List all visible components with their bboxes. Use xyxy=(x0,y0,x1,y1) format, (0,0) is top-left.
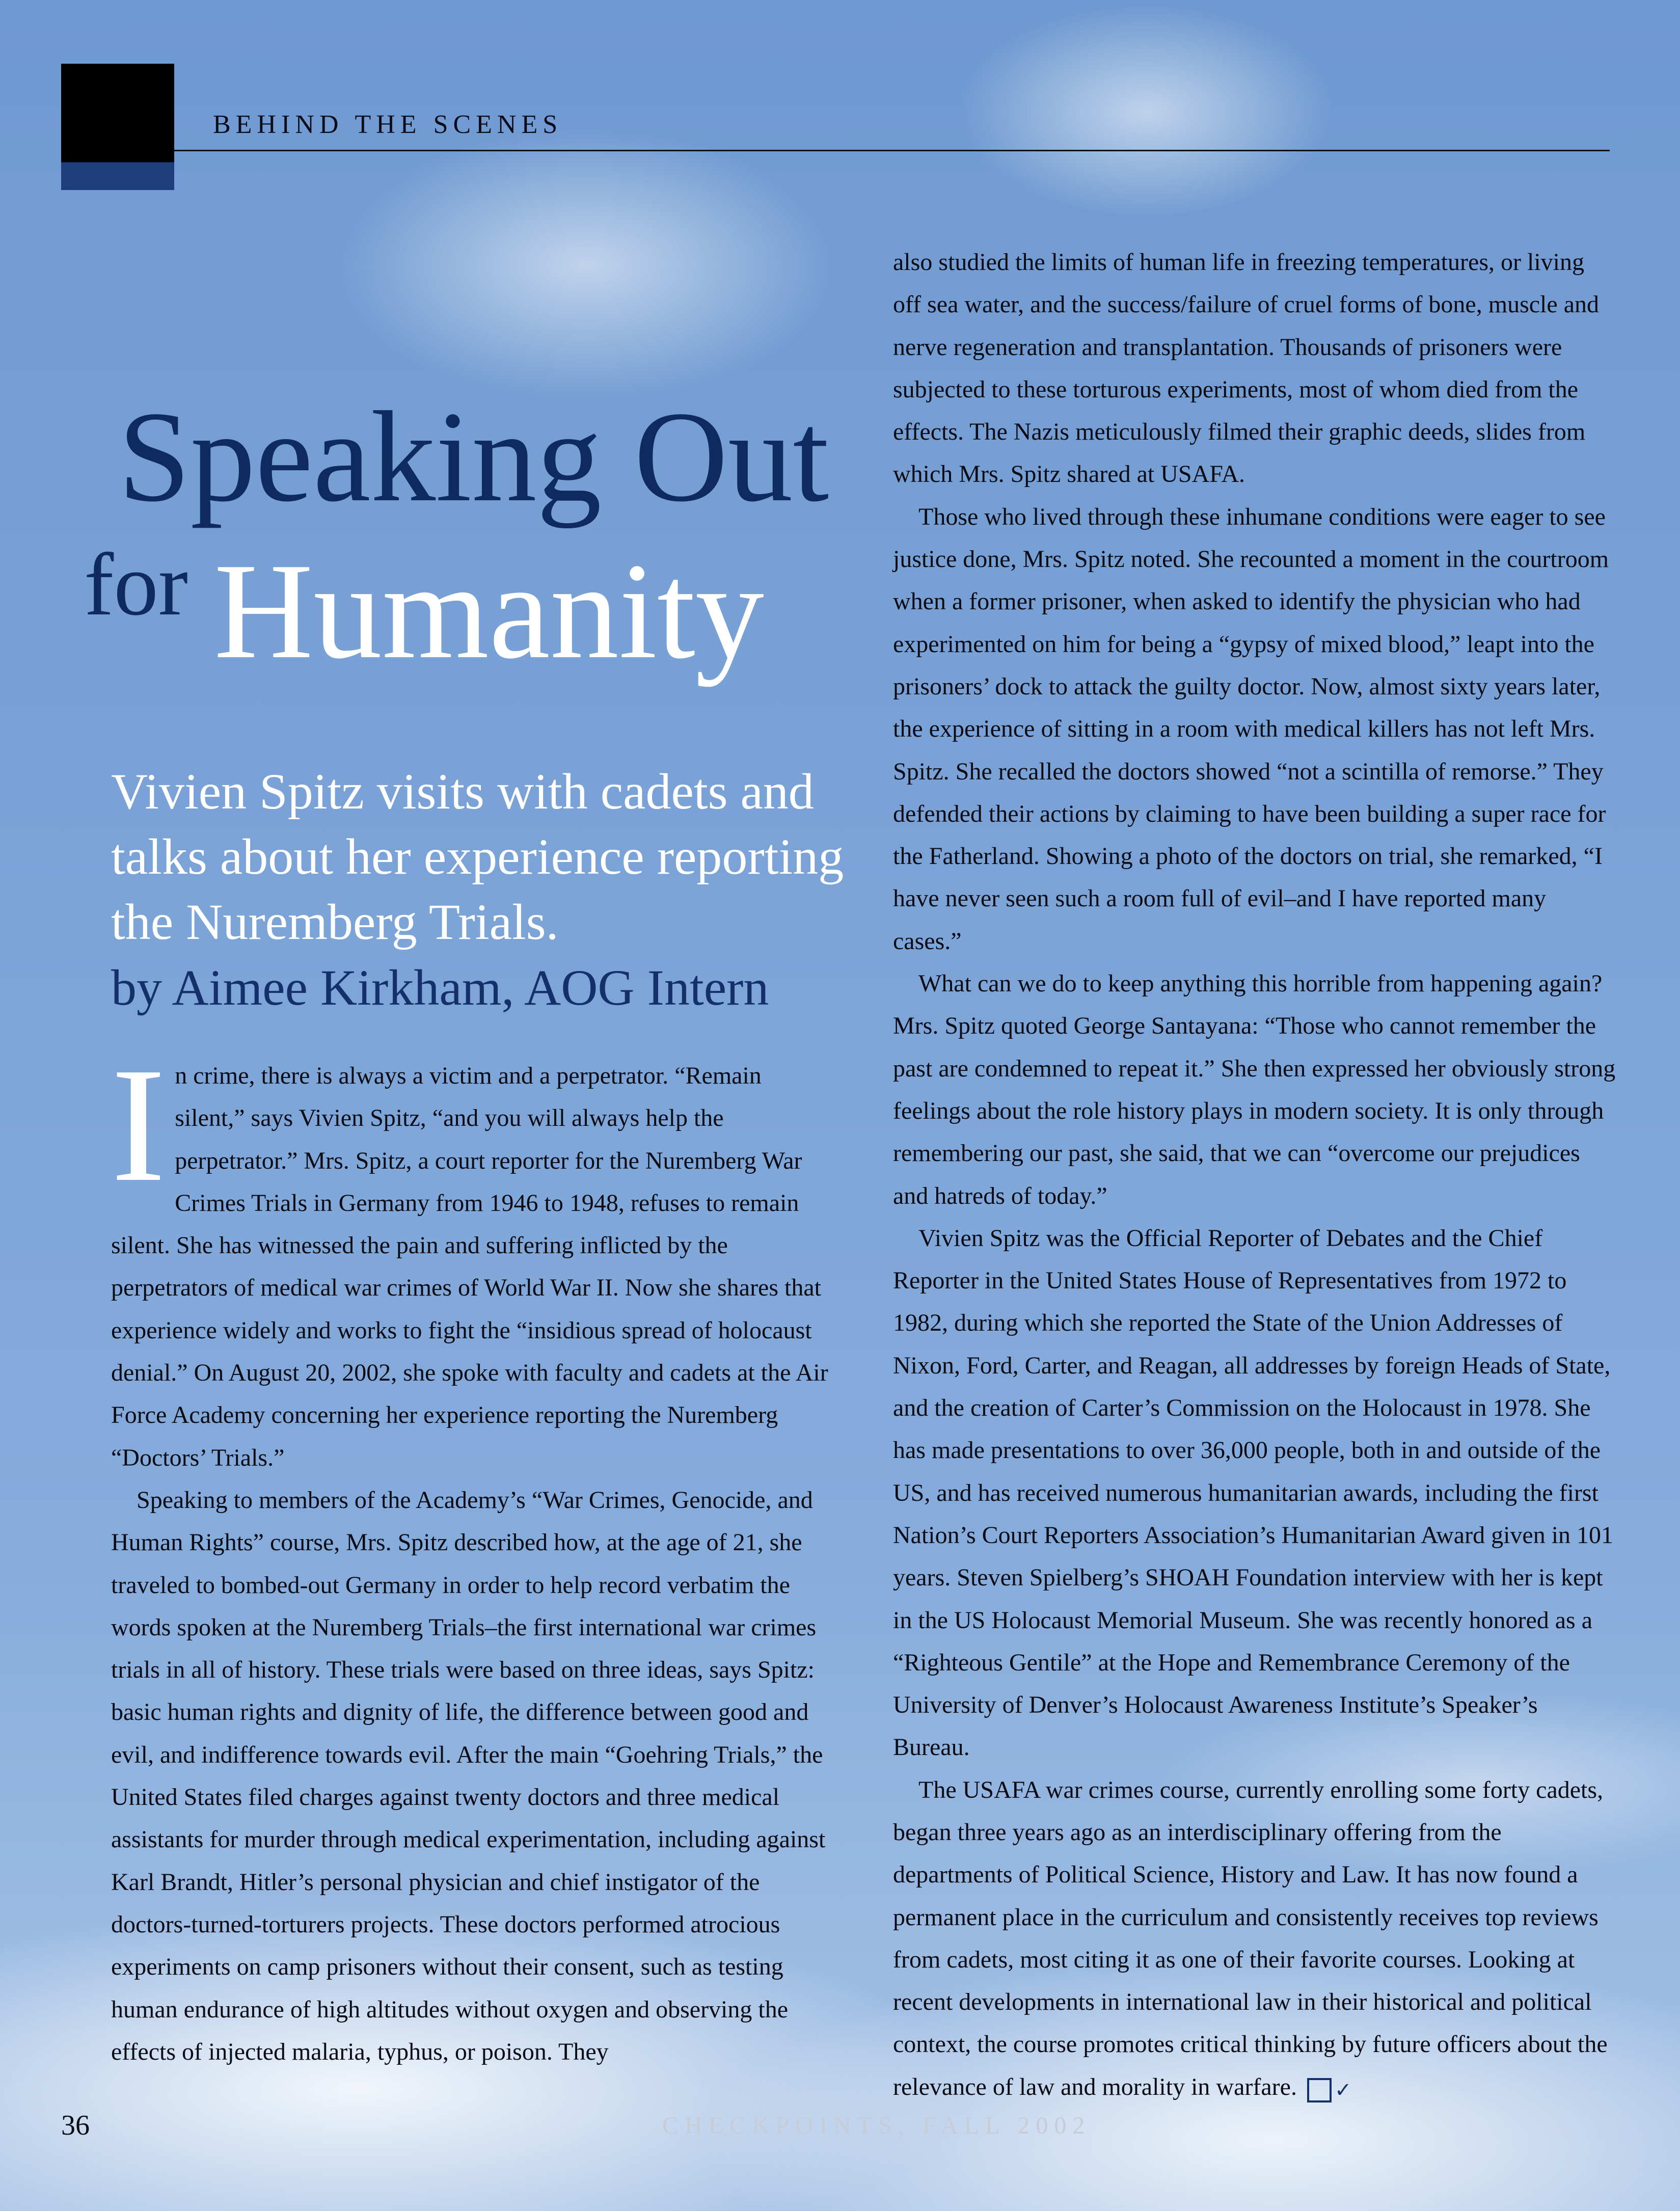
article-paragraph: What can we do to keep anything this horrible from happening again? Mrs. Spitz quoted George Santayana: “Those who cannot remember the past are condemned to repeat it.” She then expressed her obviously strong feelings about the role history plays in modern society. It is only through remembering our past, she said, that we can “overcome our prejudices and hatreds of today.” xyxy=(893,970,1616,1209)
byline: by Aimee Kirkham, AOG Intern xyxy=(111,959,769,1016)
headline-line-2: Humanity xyxy=(214,535,764,687)
section-marker-block xyxy=(61,64,174,190)
publication-footer: CHECKPOINTS, FALL 2002 xyxy=(662,2112,1091,2139)
drop-cap: I xyxy=(111,1034,166,1216)
article-column-2 xyxy=(893,241,1616,2108)
header-rule xyxy=(174,150,1610,151)
article-paragraph: Vivien Spitz was the Official Reporter of Debates and the Chief Reporter in the United States House of Representatives from 1972 to 1982, during which she reported the State of the Union Addresses of Nixon, Ford, Carter, and Reagan, all addresses by foreign Heads of State, and the creation of Carter’s Commission on the Holocaust in 1978. She has made presentations to over 36,000 people, both in and outside of the US, and has received numerous humanitarian awards, including the first Nation’s Court Reporters Association’s Humanitarian Award given in 101 years. Steven Spielberg’s SHOAH Foundation interview with her is kept in the US Holocaust Memorial Museum. She was recently honored as a “Righteous Gentile” at the Hope and Remembrance Ceremony of the University of Denver’s Holocaust Awareness Institute’s Speaker’s Bureau. xyxy=(893,1224,1614,1761)
section-kicker: BEHIND THE SCENES xyxy=(213,110,563,139)
headline-line-1: Speaking Out xyxy=(118,385,829,529)
headline-for: for xyxy=(84,535,188,634)
article-paragraph: n crime, there is always a victim and a perpetrator. “Remain silent,” says Vivien Spitz, “and you will always help the perpetrator.” Mrs. Spitz, a court reporter for the Nuremberg War Crimes Trials in Germany from 1946 to 1948, refuses to remain silent. She has witnessed the pain and suffering inflicted by the perpetrators of medical war crimes of World War II. Now she shares that experience widely and works to fight the “insidious spread of holocaust denial.” On August 20, 2002, she spoke with faculty and cadets at the Air Force Academy concerning her experience reporting the Nuremberg “Doctors’ Trials.” xyxy=(111,1062,828,1471)
article-column-1 xyxy=(111,1034,834,2073)
article-paragraph xyxy=(893,1769,1616,2108)
subtitle: Vivien Spitz visits with cadets and talks about her experience reporting the Nuremberg Trials. xyxy=(111,763,844,950)
article-paragraph: also studied the limits of human life in freezing temperatures, or living off sea water, and the success/failure of cruel forms of bone, muscle and nerve regeneration and transplantation. Thousands of prisoners were subjected to these torturous experiments, most of whom died from the effects. The Nazis meticulously filmed their graphic deeds, slides from which Mrs. Spitz shared at USAFA. xyxy=(893,249,1599,488)
article-paragraph-text: The USAFA war crimes course, currently enrolling some forty cadets, began three years ago as an interdisciplinary offering from the departments of Political Science, History and Law. It has now found a permanent place in the curriculum and consistently receives top reviews from cadets, most citing it as one of their favorite courses. Looking at recent developments in international law in their historical and political context, the course promotes critical thinking by future officers about the relevance of law and morality in warfare. xyxy=(893,1776,1608,2100)
page-number: 36 xyxy=(61,2110,90,2141)
article-paragraph: Those who lived through these inhumane conditions were eager to see justice done, Mrs. Spitz noted. She recounted a moment in the courtroom when a former prisoner, when asked to identify the physician who had experimented on him for being a “gypsy of mixed blood,” leapt into the prisoners’ dock to attack the guilty doctor. Now, almost sixty years later, the experience of sitting in a room with medical killers has not left Mrs. Spitz. She recalled the doctors showed “not a scintilla of remorse.” They defended their actions by claiming to have been building a super race for the Fatherland. Showing a photo of the doctors on trial, she remarked, “I have never seen such a room full of evil–and I have reported many cases.” xyxy=(893,503,1609,955)
end-mark-icon: ✓ xyxy=(1307,2078,1332,2102)
article-paragraph: Speaking to members of the Academy’s “War Crimes, Genocide, and Human Rights” course, Mrs. Spitz described how, at the age of 21, she traveled to bombed-out Germany in order to help record verbatim the words spoken at the Nuremberg Trials–the first international war crimes trials in all of history. These trials were based on three ideas, says Spitz: basic human rights and dignity of life, the difference between good and evil, and indifference towards evil. After the main “Goehring Trials,” the United States filed charges against twenty doctors and three medical assistants for murder through medical experimentation, including against Karl Brandt, Hitler’s personal physician and chief instigator of the doctors-turned-torturers projects. These doctors performed atrocious experiments on camp prisoners without their consent, such as testing human endurance of high altitudes without oxygen and observing the effects of injected malaria, typhus, or poison. They xyxy=(111,1486,826,2065)
